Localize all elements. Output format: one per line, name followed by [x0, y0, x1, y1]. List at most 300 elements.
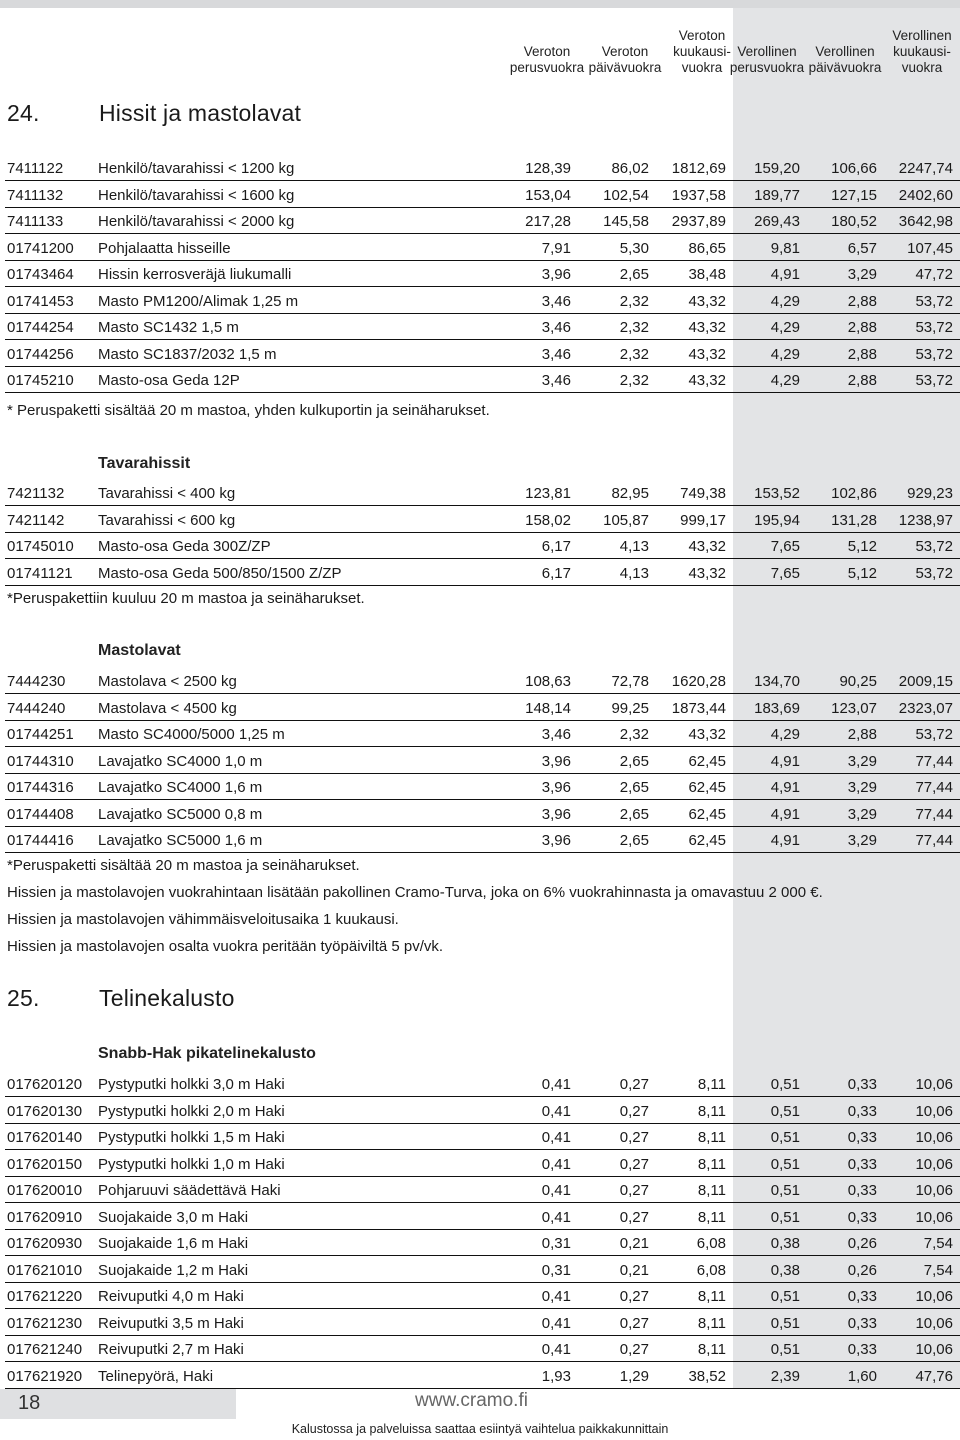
value-veroton-paiva: 2,65: [619, 266, 649, 283]
product-name: Pystyputki holkki 1,0 m Haki: [98, 1155, 285, 1173]
footnote: Hissien ja mastolavojen osalta vuokra peritään työpäiviltä 5 pv/vk.: [7, 938, 444, 955]
product-code: 01744310: [7, 752, 74, 770]
value-verollinen-perus: 4,91: [770, 779, 800, 796]
value-verollinen-paiva: 3,29: [847, 805, 877, 823]
value-verollinen-perus: 4,29: [770, 372, 800, 389]
value-verollinen-perus: 0,51: [770, 1076, 800, 1093]
value-verollinen-perus: 4,91: [770, 752, 800, 770]
product-name: Pohjalaatta hisseille: [98, 239, 231, 257]
footnote: *Peruspakettiin kuuluu 20 m mastoa ja seinäharukset.: [7, 590, 365, 607]
product-code: 7411133: [7, 213, 64, 230]
product-name: Lavajatko SC5000 0,8 m: [98, 805, 263, 823]
value-verollinen-paiva: 1,60: [847, 1367, 877, 1385]
table-row: [0, 801, 960, 827]
value-verollinen-paiva: 0,33: [847, 1341, 877, 1358]
value-verollinen-perus: 7,65: [770, 538, 800, 555]
value-verollinen-perus: 0,51: [770, 1155, 800, 1173]
value-verollinen-kuukausi: 53,72: [915, 564, 953, 582]
value-verollinen-perus: 4,29: [770, 345, 800, 363]
table-row: [0, 235, 960, 261]
value-veroton-paiva: 0,27: [619, 1182, 649, 1199]
value-verollinen-perus: 4,91: [770, 266, 800, 283]
value-veroton-kuukausi: 8,11: [697, 1341, 726, 1358]
product-name: Henkilö/tavarahissi < 1200 kg: [98, 160, 295, 177]
top-border: [0, 0, 960, 8]
table-row: [0, 1151, 960, 1177]
value-veroton-perus: 3,96: [541, 779, 571, 796]
value-veroton-kuukausi: 6,08: [696, 1235, 726, 1252]
product-name: Mastolava < 4500 kg: [98, 699, 237, 717]
product-name: Reivuputki 4,0 m Haki: [98, 1288, 244, 1305]
footnote: Hissien ja mastolavojen vuokrahintaan lisätään pakollinen Cramo-Turva, joka on 6% vuokrahinnasta ja omavastuu 2 000 €.: [7, 884, 823, 901]
value-veroton-perus: 153,04: [525, 186, 571, 204]
value-verollinen-perus: 153,52: [754, 485, 800, 502]
value-verollinen-kuukausi: 77,44: [915, 752, 953, 770]
product-name: Hissin kerrosveräjä liukumalli: [98, 266, 292, 283]
table-row: [0, 721, 960, 747]
value-verollinen-kuukausi: 53,72: [915, 538, 953, 555]
value-verollinen-kuukausi: 53,72: [915, 726, 953, 743]
product-code: 01744416: [7, 832, 74, 849]
value-veroton-paiva: 2,32: [619, 292, 649, 310]
table-row: [0, 774, 960, 800]
value-veroton-kuukausi: 8,11: [697, 1129, 726, 1146]
value-verollinen-kuukausi: 929,23: [907, 485, 953, 502]
product-code: 017620140: [7, 1129, 83, 1146]
product-name: Lavajatko SC5000 1,6 m: [98, 832, 263, 849]
value-verollinen-paiva: 0,33: [847, 1314, 877, 1332]
column-header: Veroton perusvuokra: [509, 44, 585, 75]
value-veroton-paiva: 0,27: [619, 1288, 649, 1305]
value-verollinen-paiva: 180,52: [831, 213, 877, 230]
column-header: Veroton päivävuokra: [588, 44, 662, 75]
value-veroton-kuukausi: 8,11: [697, 1182, 726, 1199]
value-veroton-kuukausi: 43,32: [688, 292, 726, 310]
value-verollinen-kuukausi: 3642,98: [898, 213, 953, 230]
value-verollinen-kuukausi: 77,44: [915, 805, 953, 823]
value-verollinen-perus: 0,38: [770, 1235, 800, 1252]
section-number: 25.: [7, 985, 40, 1011]
value-veroton-paiva: 105,87: [603, 511, 649, 529]
column-header: Verollinen perusvuokra: [729, 44, 805, 75]
value-verollinen-perus: 4,91: [770, 805, 800, 823]
product-name: Pystyputki holkki 3,0 m Haki: [98, 1076, 285, 1093]
product-code: 017621230: [7, 1314, 83, 1332]
product-name: Telinepyörä, Haki: [98, 1367, 214, 1385]
table-row: [0, 182, 960, 208]
value-veroton-paiva: 82,95: [611, 485, 649, 502]
table-row: [0, 1257, 960, 1283]
value-veroton-perus: 0,31: [541, 1235, 571, 1252]
value-veroton-perus: 6,17: [541, 564, 571, 582]
value-veroton-paiva: 0,21: [619, 1261, 649, 1279]
value-verollinen-perus: 7,65: [770, 564, 800, 582]
value-verollinen-perus: 134,70: [754, 673, 800, 690]
value-verollinen-perus: 0,51: [770, 1102, 800, 1120]
product-code: 017621920: [7, 1367, 83, 1385]
product-name: Pystyputki holkki 2,0 m Haki: [98, 1102, 285, 1120]
value-verollinen-paiva: 2,88: [847, 319, 877, 336]
value-verollinen-kuukausi: 77,44: [915, 779, 953, 796]
value-verollinen-perus: 4,29: [770, 726, 800, 743]
value-veroton-perus: 6,17: [541, 538, 571, 555]
value-verollinen-paiva: 0,33: [847, 1182, 877, 1199]
value-veroton-paiva: 86,02: [611, 160, 649, 177]
section-name: Telinekalusto: [99, 985, 235, 1011]
product-code: 01741200: [7, 239, 74, 257]
product-code: 7421132: [7, 485, 65, 502]
value-veroton-kuukausi: 8,11: [697, 1314, 726, 1332]
value-verollinen-paiva: 3,29: [847, 266, 877, 283]
value-verollinen-kuukausi: 53,72: [915, 372, 953, 389]
product-name: Suojakaide 3,0 m Haki: [98, 1208, 249, 1226]
value-veroton-kuukausi: 1812,69: [671, 160, 726, 177]
value-veroton-perus: 0,41: [541, 1341, 571, 1358]
value-verollinen-paiva: 127,15: [831, 186, 877, 204]
product-name: Tavarahissi < 600 kg: [98, 511, 236, 529]
value-veroton-kuukausi: 38,52: [688, 1367, 726, 1385]
value-veroton-paiva: 0,27: [619, 1208, 649, 1226]
value-veroton-paiva: 2,65: [619, 805, 649, 823]
footer-disclaimer: Kalustossa ja palveluissa saattaa esiintyä vaihtelua paikkakunnittain: [291, 1422, 669, 1436]
value-verollinen-paiva: 106,66: [831, 160, 877, 177]
table-row: [0, 288, 960, 314]
product-name: Henkilö/tavarahissi < 2000 kg: [98, 213, 295, 230]
product-code: 017621220: [7, 1288, 83, 1305]
value-veroton-paiva: 2,65: [619, 832, 649, 849]
value-veroton-perus: 3,96: [541, 805, 571, 823]
row-divider: [5, 852, 960, 853]
product-code: 01745210: [7, 372, 74, 389]
value-veroton-kuukausi: 62,45: [688, 779, 726, 796]
website-link[interactable]: www.cramo.fi: [415, 1390, 528, 1411]
value-veroton-kuukausi: 8,11: [697, 1208, 726, 1226]
value-veroton-kuukausi: 1873,44: [671, 699, 726, 717]
value-verollinen-perus: 183,69: [754, 699, 800, 717]
value-verollinen-kuukausi: 107,45: [907, 239, 953, 257]
value-veroton-paiva: 2,32: [619, 319, 649, 336]
value-verollinen-kuukausi: 10,06: [915, 1208, 953, 1226]
table-row: [0, 314, 960, 340]
row-divider: [5, 585, 960, 586]
product-code: 017620150: [7, 1155, 83, 1173]
product-code: 017620910: [7, 1208, 83, 1226]
value-veroton-perus: 3,46: [541, 319, 571, 336]
value-verollinen-perus: 195,94: [754, 511, 800, 529]
value-verollinen-kuukausi: 2009,15: [898, 673, 953, 690]
product-name: Tavarahissi < 400 kg: [98, 485, 236, 502]
value-verollinen-perus: 0,51: [770, 1208, 800, 1226]
table-row: [0, 341, 960, 367]
value-verollinen-kuukausi: 77,44: [915, 832, 953, 849]
product-code: 017621240: [7, 1341, 83, 1358]
footnote: Hissien ja mastolavojen vähimmäisveloitusaika 1 kuukausi.: [7, 911, 399, 928]
value-verollinen-kuukausi: 2402,60: [898, 186, 953, 204]
value-veroton-paiva: 5,30: [619, 239, 649, 257]
product-name: Pystyputki holkki 1,5 m Haki: [98, 1129, 285, 1146]
value-verollinen-paiva: 2,88: [847, 726, 877, 743]
value-veroton-paiva: 0,27: [619, 1129, 649, 1146]
value-veroton-perus: 3,46: [541, 726, 571, 743]
value-verollinen-perus: 0,51: [770, 1129, 800, 1146]
product-code: 7411122: [7, 160, 64, 177]
product-code: 7444230: [7, 673, 66, 690]
value-veroton-perus: 0,41: [541, 1155, 571, 1173]
value-veroton-paiva: 72,78: [611, 673, 649, 690]
product-code: 7411132: [7, 186, 64, 204]
value-veroton-perus: 128,39: [525, 160, 571, 177]
value-veroton-kuukausi: 8,11: [697, 1102, 726, 1120]
value-veroton-paiva: 0,27: [619, 1314, 649, 1332]
value-veroton-paiva: 1,29: [619, 1367, 649, 1385]
subsection-title: Mastolavat: [98, 642, 181, 659]
value-verollinen-kuukausi: 7,54: [923, 1261, 953, 1279]
value-verollinen-kuukausi: 7,54: [923, 1235, 953, 1252]
value-veroton-paiva: 145,58: [603, 213, 649, 230]
value-veroton-paiva: 99,25: [611, 699, 649, 717]
product-code: 017620010: [7, 1182, 83, 1199]
table-row: [0, 208, 960, 234]
value-verollinen-perus: 9,81: [770, 239, 800, 257]
value-verollinen-paiva: 3,29: [847, 752, 877, 770]
product-code: 7444240: [7, 699, 66, 717]
column-header: Veroton kuukausi- vuokra: [673, 28, 731, 75]
product-code: 01744408: [7, 805, 74, 823]
value-verollinen-paiva: 0,33: [847, 1076, 877, 1093]
value-veroton-paiva: 2,32: [619, 372, 649, 389]
value-veroton-perus: 0,41: [541, 1129, 571, 1146]
value-verollinen-paiva: 2,88: [847, 292, 877, 310]
value-verollinen-perus: 2,39: [770, 1367, 800, 1385]
value-verollinen-perus: 159,20: [754, 160, 800, 177]
value-verollinen-paiva: 102,86: [831, 485, 877, 502]
table-row: [0, 367, 960, 393]
value-veroton-paiva: 102,54: [603, 186, 649, 204]
value-verollinen-perus: 4,29: [770, 319, 800, 336]
value-veroton-perus: 148,14: [525, 699, 571, 717]
product-code: 017620930: [7, 1235, 83, 1252]
value-veroton-perus: 108,63: [525, 673, 571, 690]
value-verollinen-paiva: 5,12: [847, 564, 877, 582]
table-row: [0, 1283, 960, 1309]
value-veroton-kuukausi: 43,32: [688, 372, 726, 389]
product-name: Reivuputki 2,7 m Haki: [98, 1341, 244, 1358]
value-veroton-kuukausi: 43,32: [688, 726, 726, 743]
value-veroton-kuukausi: 86,65: [688, 239, 726, 257]
table-row: [0, 1124, 960, 1150]
product-name: Masto SC1837/2032 1,5 m: [98, 345, 277, 363]
value-veroton-perus: 7,91: [541, 239, 571, 257]
value-veroton-paiva: 0,27: [619, 1102, 649, 1120]
table-row: [0, 668, 960, 694]
table-row: [0, 261, 960, 287]
value-verollinen-paiva: 0,26: [847, 1235, 877, 1252]
table-row: [0, 1098, 960, 1124]
value-veroton-perus: 3,46: [541, 372, 571, 389]
value-veroton-perus: 3,46: [541, 345, 571, 363]
value-veroton-kuukausi: 1620,28: [671, 673, 726, 690]
product-name: Suojakaide 1,2 m Haki: [98, 1261, 249, 1279]
value-verollinen-paiva: 0,33: [847, 1208, 877, 1226]
table-row: [0, 1230, 960, 1256]
value-veroton-perus: 0,41: [541, 1102, 571, 1120]
value-veroton-kuukausi: 6,08: [696, 1261, 726, 1279]
product-name: Henkilö/tavarahissi < 1600 kg: [98, 186, 295, 204]
product-code: 01745010: [7, 538, 74, 555]
product-name: Mastolava < 2500 kg: [98, 673, 237, 690]
value-verollinen-perus: 0,51: [770, 1288, 800, 1305]
table-row: [0, 480, 960, 506]
table-row: [0, 1336, 960, 1362]
value-veroton-kuukausi: 43,32: [688, 319, 726, 336]
table-row: [0, 1204, 960, 1230]
value-verollinen-paiva: 123,07: [831, 699, 877, 717]
value-veroton-paiva: 2,32: [619, 345, 649, 363]
product-name: Reivuputki 3,5 m Haki: [98, 1314, 244, 1332]
value-veroton-perus: 3,96: [541, 752, 571, 770]
table-row: [0, 1310, 960, 1336]
subsection-title: Tavarahissit: [98, 455, 191, 472]
value-verollinen-kuukausi: 10,06: [915, 1182, 953, 1199]
value-verollinen-paiva: 2,88: [847, 345, 877, 363]
value-verollinen-perus: 269,43: [754, 213, 800, 230]
product-name: Masto PM1200/Alimak 1,25 m: [98, 292, 299, 310]
table-row: [0, 155, 960, 181]
product-code: 017621010: [7, 1261, 83, 1279]
section-name: Hissit ja mastolavat: [99, 100, 302, 126]
value-veroton-kuukausi: 999,17: [680, 511, 726, 529]
table-row: [0, 1177, 960, 1203]
value-veroton-kuukausi: 62,45: [688, 832, 726, 849]
value-veroton-paiva: 0,27: [619, 1341, 649, 1358]
value-veroton-paiva: 0,21: [619, 1235, 649, 1252]
value-verollinen-perus: 4,29: [770, 292, 800, 310]
value-verollinen-perus: 4,91: [770, 832, 800, 849]
value-verollinen-kuukausi: 53,72: [915, 292, 953, 310]
table-row: [0, 748, 960, 774]
value-verollinen-paiva: 131,28: [831, 511, 877, 529]
value-verollinen-paiva: 90,25: [839, 673, 877, 690]
page-number: 18: [18, 1392, 41, 1414]
value-veroton-perus: 217,28: [525, 213, 571, 230]
product-name: Lavajatko SC4000 1,0 m: [98, 752, 263, 770]
value-veroton-perus: 0,41: [541, 1314, 571, 1332]
value-verollinen-paiva: 0,33: [847, 1129, 877, 1146]
value-veroton-perus: 123,81: [525, 485, 571, 502]
product-name: Lavajatko SC4000 1,6 m: [98, 779, 263, 796]
product-code: 7421142: [7, 511, 65, 529]
subsection-title: Snabb-Hak pikatelinekalusto: [98, 1045, 316, 1062]
table-row: [0, 827, 960, 853]
product-name: Masto SC4000/5000 1,25 m: [98, 726, 285, 743]
value-verollinen-perus: 0,38: [770, 1261, 800, 1279]
value-veroton-perus: 0,41: [541, 1182, 571, 1199]
product-code: 017620120: [7, 1076, 83, 1093]
value-verollinen-kuukausi: 53,72: [915, 345, 953, 363]
value-veroton-perus: 3,96: [541, 266, 571, 283]
product-code: 01744251: [7, 726, 74, 743]
product-name: Masto-osa Geda 300Z/ZP: [98, 538, 271, 555]
value-veroton-kuukausi: 749,38: [680, 485, 726, 502]
value-veroton-kuukausi: 2937,89: [671, 213, 726, 230]
value-veroton-perus: 158,02: [525, 511, 571, 529]
value-veroton-paiva: 2,65: [619, 752, 649, 770]
value-veroton-paiva: 0,27: [619, 1155, 649, 1173]
value-verollinen-kuukausi: 10,06: [915, 1341, 953, 1358]
value-veroton-perus: 3,46: [541, 292, 571, 310]
value-veroton-kuukausi: 8,11: [697, 1155, 726, 1173]
product-code: 01744316: [7, 779, 74, 796]
value-verollinen-paiva: 3,29: [847, 832, 877, 849]
value-verollinen-perus: 0,51: [770, 1182, 800, 1199]
value-verollinen-paiva: 0,33: [847, 1155, 877, 1173]
value-verollinen-kuukausi: 47,72: [915, 266, 953, 283]
value-verollinen-kuukausi: 53,72: [915, 319, 953, 336]
value-veroton-paiva: 2,32: [619, 726, 649, 743]
value-verollinen-kuukausi: 1238,97: [898, 511, 953, 529]
value-verollinen-perus: 0,51: [770, 1314, 800, 1332]
table-row: [0, 695, 960, 721]
value-verollinen-paiva: 2,88: [847, 372, 877, 389]
value-verollinen-kuukausi: 10,06: [915, 1314, 953, 1332]
value-verollinen-kuukausi: 47,76: [915, 1367, 953, 1385]
value-veroton-kuukausi: 43,32: [688, 345, 726, 363]
footnote: *Peruspaketti sisältää 20 m mastoa ja seinäharukset.: [7, 857, 360, 874]
product-code: 017620130: [7, 1102, 83, 1120]
product-code: 01741121: [7, 564, 73, 582]
footnote: * Peruspaketti sisältää 20 m mastoa, yhden kulkuportin ja seinäharukset.: [7, 402, 490, 419]
product-code: 01744256: [7, 345, 74, 363]
value-verollinen-perus: 189,77: [754, 186, 800, 204]
value-veroton-kuukausi: 38,48: [688, 266, 726, 283]
value-veroton-kuukausi: 1937,58: [671, 186, 726, 204]
column-header: Verollinen päivävuokra: [808, 44, 882, 75]
value-veroton-perus: 1,93: [541, 1367, 571, 1385]
value-veroton-perus: 3,96: [541, 832, 571, 849]
value-veroton-perus: 0,41: [541, 1076, 571, 1093]
value-verollinen-kuukausi: 2323,07: [898, 699, 953, 717]
value-veroton-kuukausi: 43,32: [688, 538, 726, 555]
value-verollinen-kuukausi: 10,06: [915, 1076, 953, 1093]
value-verollinen-kuukausi: 10,06: [915, 1288, 953, 1305]
value-verollinen-kuukausi: 10,06: [915, 1129, 953, 1146]
value-veroton-paiva: 4,13: [619, 538, 649, 555]
value-veroton-perus: 0,41: [541, 1208, 571, 1226]
value-verollinen-perus: 0,51: [770, 1341, 800, 1358]
table-row: [0, 560, 960, 586]
value-veroton-kuukausi: 43,32: [688, 564, 726, 582]
product-code: 01743464: [7, 266, 74, 283]
value-verollinen-kuukausi: 10,06: [915, 1155, 953, 1173]
value-veroton-paiva: 0,27: [619, 1076, 649, 1093]
value-veroton-kuukausi: 8,11: [697, 1288, 726, 1305]
table-row: [0, 1363, 960, 1389]
table-row: [0, 1071, 960, 1097]
table-row: [0, 533, 960, 559]
value-veroton-kuukausi: 62,45: [688, 752, 726, 770]
value-verollinen-paiva: 0,26: [847, 1261, 877, 1279]
table-row: [0, 507, 960, 533]
value-verollinen-paiva: 0,33: [847, 1288, 877, 1305]
value-veroton-paiva: 2,65: [619, 779, 649, 796]
value-veroton-paiva: 4,13: [619, 564, 649, 582]
product-name: Pohjaruuvi säädettävä Haki: [98, 1182, 281, 1199]
product-name: Masto-osa Geda 12P: [98, 372, 240, 389]
section-number: 24.: [7, 100, 40, 126]
value-veroton-perus: 0,31: [541, 1261, 571, 1279]
column-header: Verollinen kuukausi- vuokra: [892, 28, 952, 75]
value-verollinen-paiva: 5,12: [847, 538, 877, 555]
